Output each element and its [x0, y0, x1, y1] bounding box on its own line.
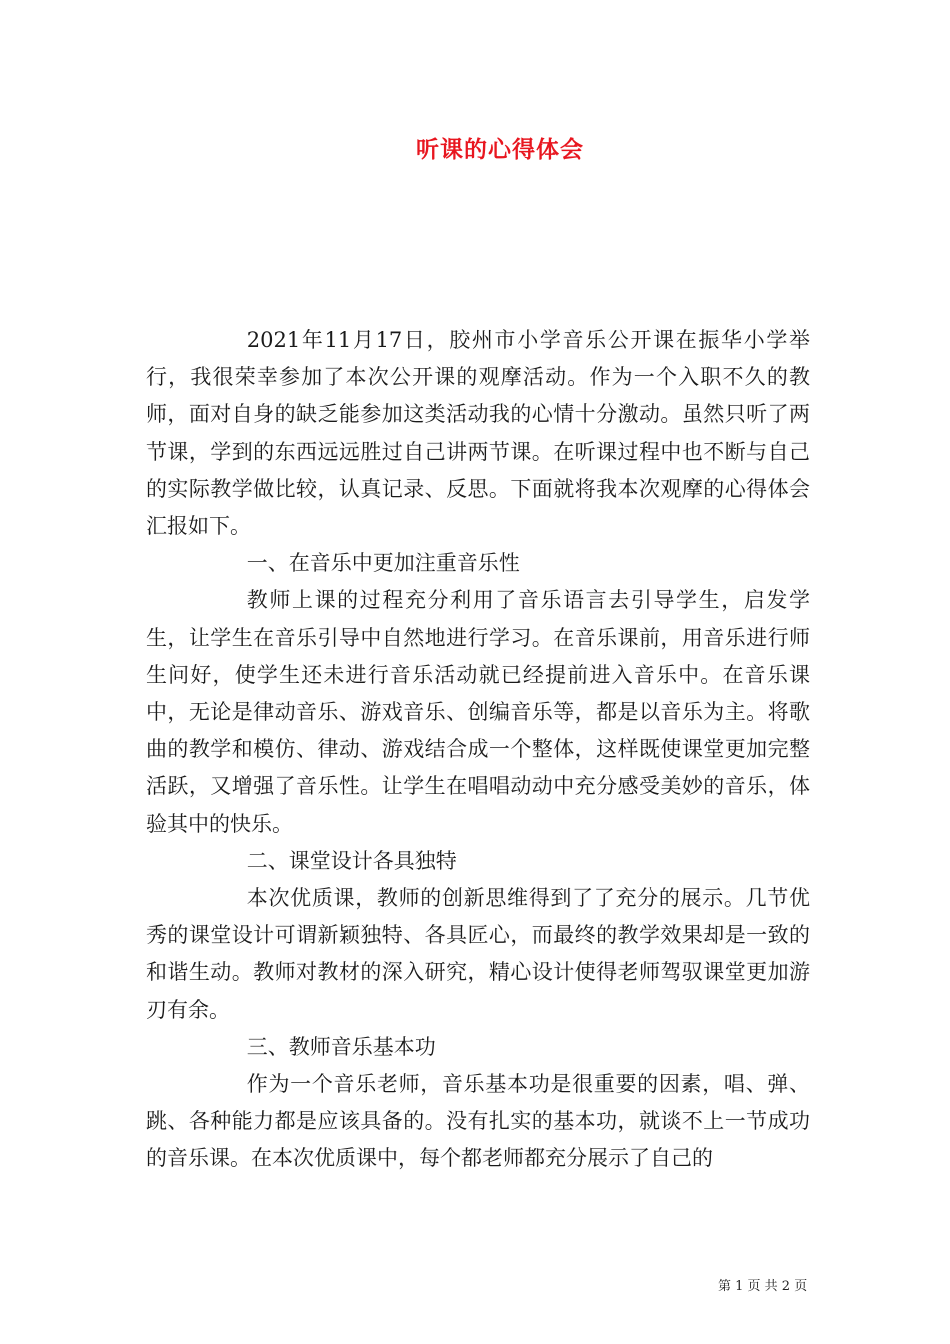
section-heading-1: 一、在音乐中更加注重音乐性	[246, 551, 520, 576]
document-title: 听课的心得体会	[416, 136, 584, 163]
paragraph-section-3: 作为一个音乐老师，音乐基本功是很重要的因素，唱、弹、跳、各种能力都是应该具备的。没有扎实的基本功，就谈不上一节成功的音乐课。在本次优质课中，每个都老师都充分展示了自己的	[146, 1072, 810, 1171]
paragraph-intro: 2021年11月17日，胶州市小学音乐公开课在振华小学举行，我很荣幸参加了本次公开课的观摩活动。作为一个入职不久的教师，面对自身的缺乏能参加这类活动我的心情十分激动。虽然只听了两节课，学到的东西远远胜过自己讲两节课。在听课过程中也不断与自己的实际教学做比较，认真记录、反思。下面就将我本次观摩的心得体会汇报如下。	[146, 328, 810, 539]
document-body	[146, 322, 810, 1178]
paragraph-section-2: 本次优质课，教师的创新思维得到了了充分的展示。几节优秀的课堂设计可谓新颖独特、各具匠心，而最终的教学效果却是一致的和谐生动。教师对教材的深入研究，精心设计使得老师驾驭课堂更加游刃有余。	[146, 886, 810, 1022]
section-heading-2: 二、课堂设计各具独特	[246, 848, 457, 873]
paragraph-section-1: 教师上课的过程充分利用了音乐语言去引导学生，启发学生，让学生在音乐引导中自然地进行学习。在音乐课前，用音乐进行师生问好，使学生还未进行音乐活动就已经提前进入音乐中。在音乐课中，无论是律动音乐、游戏音乐、创编音乐等，都是以音乐为主。将歌曲的教学和模仿、律动、游戏结合成一个整体，这样既使课堂更加完整活跃，又增强了音乐性。让学生在唱唱动动中充分感受美妙的音乐，体验其中的快乐。	[146, 588, 810, 836]
page-footer: 第 1 页 共 2 页	[718, 1279, 808, 1294]
section-heading-3: 三、教师音乐基本功	[246, 1034, 436, 1059]
